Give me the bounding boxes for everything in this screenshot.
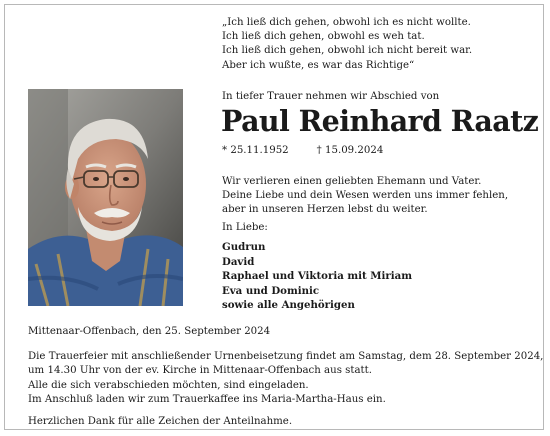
message-line: Deine Liebe und dein Wesen werden uns immer fehlen,: [222, 190, 509, 202]
farewell-message: [222, 175, 508, 218]
deceased-name: Paul Reinhard Raatz: [221, 104, 539, 138]
life-dates: [222, 145, 383, 156]
poem-line: Ich ließ dich gehen, obwohl ich nicht bereit war.: [222, 45, 473, 57]
poem-line: Ich ließ dich gehen, obwohl es weh tat.: [222, 31, 425, 43]
intro-text: In tiefer Trauer nehmen wir Abschied von: [222, 91, 440, 102]
notice-line: um 14.30 Uhr von der ev. Kirche in Mittenaar-Offenbach aus statt.: [28, 365, 372, 377]
family-list: [222, 240, 412, 313]
thanks-text: Herzlichen Dank für alle Zeichen der Anteilnahme.: [28, 416, 293, 427]
birth-date: * 25.11.1952: [222, 145, 289, 156]
family-member: David: [222, 255, 255, 268]
funeral-notice: [28, 350, 543, 408]
death-date: † 15.09.2024: [316, 145, 384, 156]
message-line: aber in unseren Herzen lebst du weiter.: [222, 204, 428, 216]
portrait-photo: [28, 89, 183, 306]
message-line: Wir verlieren einen geliebten Ehemann und Vater.: [222, 176, 482, 187]
notice-line: Alle die sich verabschieden möchten, sind eingeladen.: [28, 379, 309, 391]
poem: [222, 16, 522, 73]
notice-line: Im Anschluß laden wir zum Trauerkaffee ins Maria-Martha-Haus ein.: [28, 394, 386, 406]
notice-line: Die Trauerfeier mit anschließender Urnenbeisetzung findet am Samstag, dem 28. September 2024,: [28, 351, 544, 362]
in-love-label: In Liebe:: [222, 222, 268, 233]
place-and-date: Mittenaar-Offenbach, den 25. September 2024: [28, 326, 271, 337]
family-member: Eva und Dominic: [222, 284, 320, 297]
poem-line: Aber ich wußte, es war das Richtige“: [222, 59, 415, 71]
poem-line: „Ich ließ dich gehen, obwohl ich es nicht wollte.: [222, 17, 471, 28]
family-member: sowie alle Angehörigen: [222, 299, 355, 312]
family-member: Raphael und Viktoria mit Miriam: [222, 270, 413, 283]
family-member: Gudrun: [222, 241, 266, 253]
